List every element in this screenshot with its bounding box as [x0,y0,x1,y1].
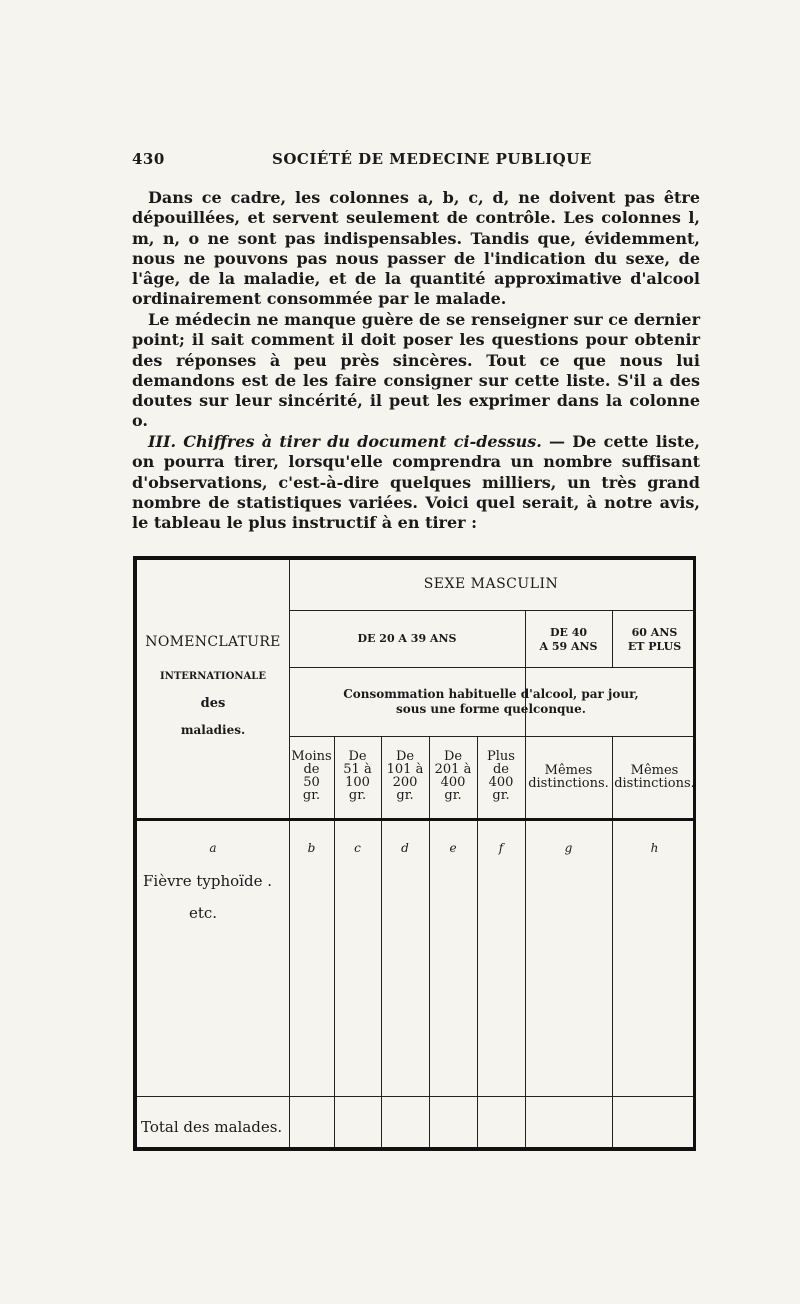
column-header-1: Moins de 50 gr. [291,749,332,803]
letter-d: d [401,841,409,855]
rule-under-sexe [289,610,693,611]
column-header-2: De 51 à 100 gr. [343,749,372,803]
paragraph-3 [132,432,700,533]
paragraph-1: Dans ce cadre, les colonnes a, b, c, d, ne doivent pas être dépouillées, et servent seulement de contrôle. Les colonnes l, m, n, o ne sont pas indispensables. Tandis que, évidemment, nous ne pouvons pas nous passer de l'indication du sexe, de l'âge, de la maladie, et de la quantité approximative d'alcool ordinairement consommée par le malade. [132,188,700,309]
age-group-60-label: 60 ANS [631,626,678,639]
section-body: — De cette liste, on pourra tirer, lorsqu'elle comprendra un nombre suffisant d'observations, c'est-à-dire quelques milliers, un très grand nombre de statistiques variées. Voici quel serait, à notre avis, le tableau le plus instructif à en tirer : [132,432,700,533]
letter-g: g [564,841,573,855]
nomenclature-label: NOMENCLATURE [145,634,281,650]
consumption-line-1: Consommation habituelle d'alcool, par jour, [343,687,639,701]
age-group-40-label: DE 40 [549,626,588,639]
age-group-plus-label: ET PLUS [627,640,682,653]
section-heading: III. Chiffres à tirer du document ci-dessus. [148,432,542,451]
statistics-table [133,556,696,1151]
des-label: des [200,696,226,711]
paragraph-2: Le médecin ne manque guère de se renseigner sur ce dernier point; il sait comment il doit poser les questions pour obtenir des réponses à peu près sincères. Tout ce que nous lui demandons est de les faire consigner sur cette liste. S'il a des doutes sur leur sincérité, il peut les exprimer dans la colonne o. [132,310,700,431]
column-header-5: Plus de 400 gr. [487,749,515,803]
running-title: SOCIÉTÉ DE MEDECINE PUBLIQUE [272,150,592,168]
age-group-59-label: A 59 ANS [539,640,598,653]
divider-col-g [612,736,613,1147]
consumption-line-2: sous une forme quelconque. [396,702,586,716]
rule-under-consumption [289,736,693,737]
column-header-6: Mêmes distinctions. [528,763,609,791]
column-header-7: Mêmes distinctions. [614,763,695,791]
letter-e: e [449,841,457,855]
letter-h: h [650,841,659,855]
column-header-3: De 101 à 200 gr. [386,749,424,803]
internationale-label: INTERNATIONALE [160,671,266,682]
row-total: Total des malades. [141,1118,283,1136]
row-etc: etc. [189,904,218,922]
age-group-20-39: DE 20 A 39 ANS [357,632,457,645]
row-fievre-typhoide: Fièvre typhoïde . [143,872,272,890]
letter-c: c [354,841,361,855]
letter-a: a [209,841,217,855]
rule-above-total [137,1096,693,1097]
page-number: 430 [132,150,165,168]
letter-f: f [498,841,504,855]
rule-under-headers [137,818,693,821]
sexe-masculin-header: SEXE MASCULIN [423,576,559,592]
rule-under-ages [289,667,693,668]
letter-b: b [307,841,316,855]
column-header-4: De 201 à 400 gr. [434,749,472,803]
maladies-label: maladies. [180,723,246,737]
